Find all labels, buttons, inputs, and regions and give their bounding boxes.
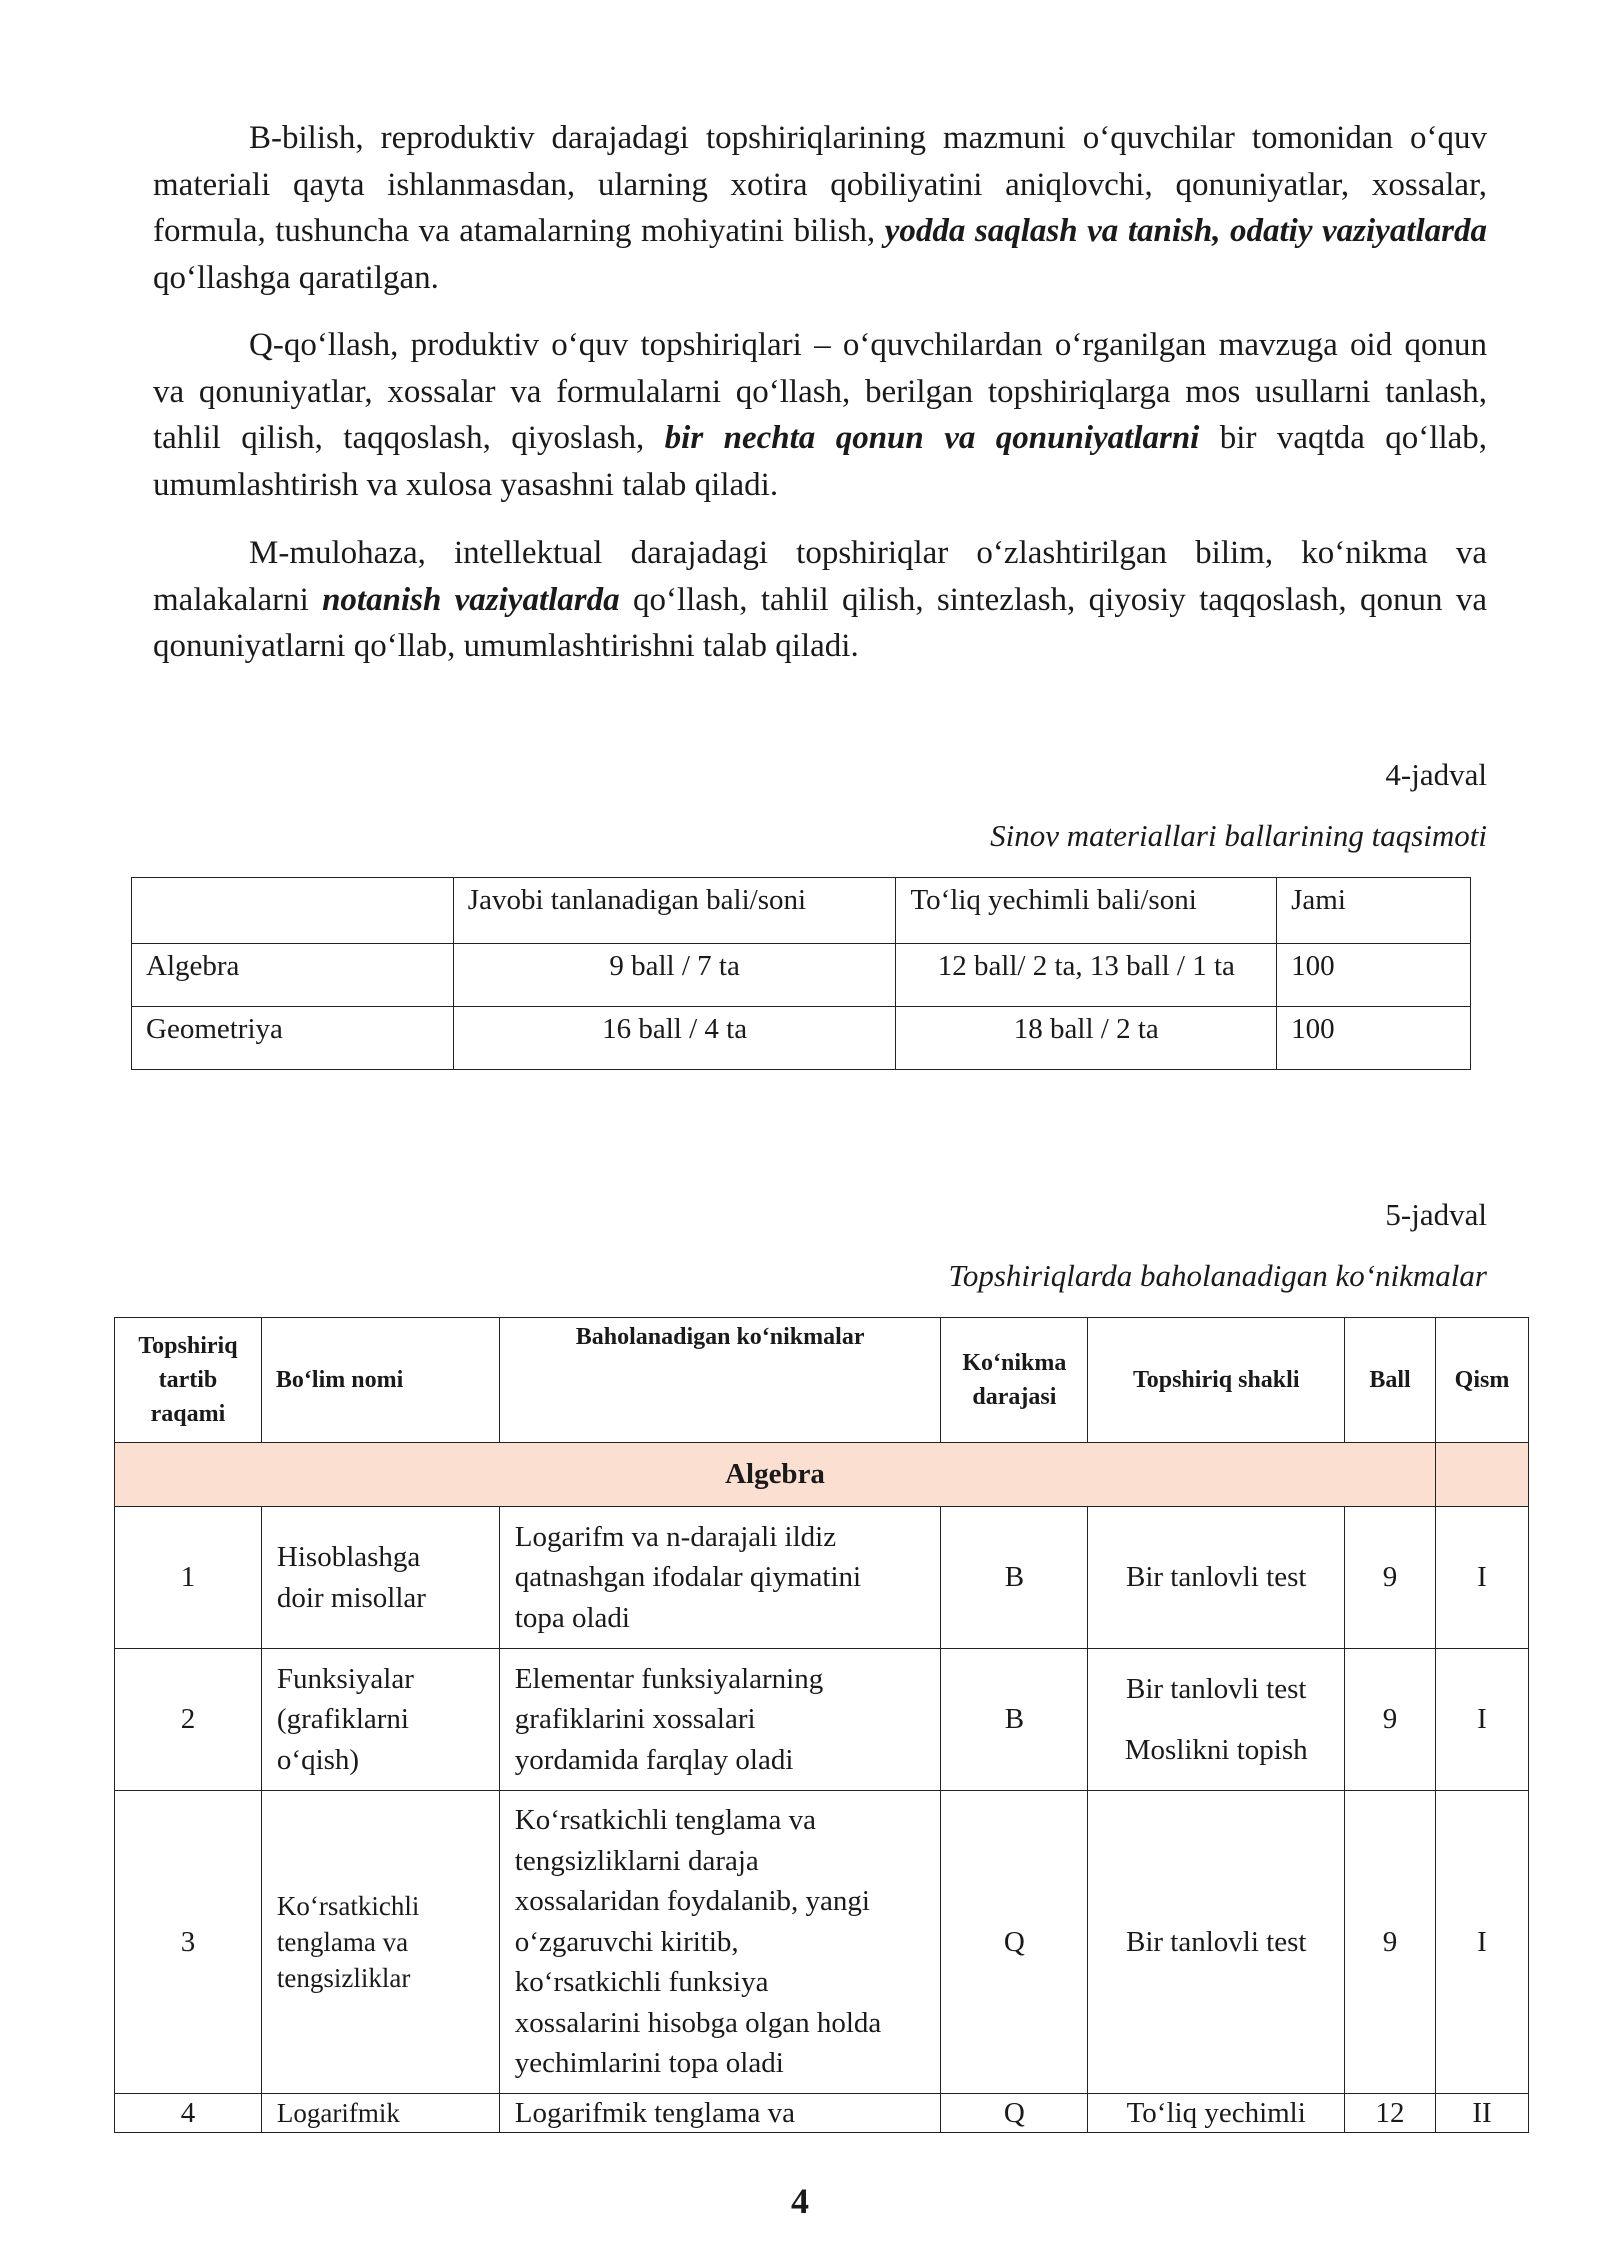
- section-row: [115, 1443, 1529, 1507]
- assessed-skills-table: [114, 1317, 1529, 2133]
- ball-value: 9: [1345, 1791, 1436, 2094]
- part-value: I: [1436, 1649, 1529, 1791]
- paragraph-bilish: B-bilish, reproduktiv darajadagi topshiriqlarining mazmuni o‘quvchilar tomonidan o‘quv materiali qayta ishlanmasdan, ularning xotira qobiliyatini aniqlovchi, qonuniyatlar, xossalar, formula, tushuncha va atamalarning mohiyatini bilish, yodda saqlash va tanish, odatiy vaziyatlarda qo‘llashga qaratilgan.: [153, 120, 1487, 296]
- header-task-form: Topshiriq shakli: [1088, 1318, 1345, 1443]
- table-row: [115, 2094, 1529, 2133]
- table-cell: 100: [1277, 944, 1471, 1007]
- table-cell: Algebra: [132, 944, 454, 1007]
- section-name: Logarifmik: [261, 2094, 499, 2133]
- skill-level: B: [941, 1507, 1088, 1649]
- emphasis-text: yodda saqlash va tanish, odatiy vaziyatlarda: [884, 213, 1487, 249]
- table-header-row: [115, 1318, 1529, 1443]
- skill-level: B: [941, 1649, 1088, 1791]
- page-number: 4: [791, 2181, 809, 2221]
- header-task-number: Topshiriq tartib raqami: [115, 1318, 262, 1443]
- task-number: 4: [115, 2094, 262, 2133]
- task-number: 2: [115, 1649, 262, 1791]
- table4-caption: Sinov materiallari ballarining taqsimoti: [990, 818, 1487, 853]
- part-value: I: [1436, 1507, 1529, 1649]
- skill-level: Q: [941, 2094, 1088, 2133]
- table-row: [132, 944, 1471, 1007]
- skill-description: Logarifm va n-darajali ildiz qatnashgan ifodalar qiymatini topa oladi: [499, 1507, 941, 1649]
- header-part: Qism: [1436, 1318, 1529, 1443]
- header-ball: Ball: [1345, 1318, 1436, 1443]
- table4-label: 4-jadval: [1385, 757, 1487, 792]
- paragraph-mulohaza: M-mulohaza, intellektual darajadagi topshiriqlar o‘zlashtirilgan bilim, ko‘nikma va malakalarni notanish vaziyatlarda qo‘llash, tahlil qilish, sintezlash, qiyosiy taqqoslash, qonun va qonuniyatlarni qo‘llab, umumlashtirishni talab qiladi.: [153, 535, 1487, 664]
- header-section-name: Bo‘lim nomi: [261, 1318, 499, 1443]
- section-title: Algebra: [115, 1443, 1436, 1507]
- table-cell: Geometriya: [132, 1007, 454, 1070]
- table-row: [132, 1007, 1471, 1070]
- table-row: [115, 1649, 1529, 1791]
- header-skill-level: Ko‘nikma darajasi: [941, 1318, 1088, 1443]
- task-number: 1: [115, 1507, 262, 1649]
- part-value: II: [1436, 2094, 1529, 2133]
- skill-level: Q: [941, 1791, 1088, 2094]
- table-cell: 18 ball / 2 ta: [896, 1007, 1277, 1070]
- task-form: To‘liq yechimli: [1088, 2094, 1345, 2133]
- emphasis-text: notanish vaziyatlarda: [322, 581, 620, 618]
- ball-value: 12: [1345, 2094, 1436, 2133]
- header-skills: Baholanadigan ko‘nikmalar: [499, 1318, 941, 1443]
- section-name: Funksiyalar (grafiklarni o‘qish): [261, 1649, 499, 1791]
- section-name: Hisoblashga doir misollar: [261, 1507, 499, 1649]
- table5-caption: Topshiriqlarda baholanadigan ko‘nikmalar: [948, 1258, 1487, 1293]
- table-row: [115, 1507, 1529, 1649]
- task-form: Bir tanlovli test Moslikni topish: [1088, 1649, 1345, 1791]
- table-cell: 12 ball/ 2 ta, 13 ball / 1 ta: [896, 944, 1277, 1007]
- emphasis-text: bir nechta qonun va qonuniyatlarni: [664, 420, 1200, 456]
- task-form: Bir tanlovli test: [1088, 1507, 1345, 1649]
- skill-description: Elementar funksiyalarning grafiklarini xossalari yordamida farqlay oladi: [499, 1649, 941, 1791]
- task-form: Bir tanlovli test: [1088, 1791, 1345, 2094]
- score-distribution-table: [131, 877, 1471, 1070]
- part-value: I: [1436, 1791, 1529, 2094]
- table-row: [115, 1791, 1529, 2094]
- table5-label: 5-jadval: [1385, 1197, 1487, 1232]
- table-header-cell: [132, 878, 454, 944]
- paragraph-qollash: Q-qo‘llash, produktiv o‘quv topshiriqlari – o‘quvchilardan o‘rganilgan mavzuga oid qonun va qonuniyatlar, xossalar va formulalarni qo‘llash, berilgan topshiriqlarga mos usullarni tanlash, tahlil qilish, taqqoslash, qiyoslash, bir nechta qonun va qonuniyatlarni bir vaqtda qo‘llab, umumlashtirish va xulosa yasashni talab qiladi.: [153, 327, 1488, 503]
- section-empty-cell: [1436, 1443, 1529, 1507]
- table-cell: 9 ball / 7 ta: [453, 944, 896, 1007]
- skill-description: Logarifmik tenglama va: [499, 2094, 941, 2133]
- table-header-cell: To‘liq yechimli bali/soni: [896, 878, 1277, 944]
- table-cell: 16 ball / 4 ta: [453, 1007, 896, 1070]
- table-cell: 100: [1277, 1007, 1471, 1070]
- ball-value: 9: [1345, 1649, 1436, 1791]
- table-header-row: [132, 878, 1471, 944]
- section-name: Ko‘rsatkichli tenglama va tengsizliklar: [261, 1791, 499, 2094]
- table-header-cell: Javobi tanlanadigan bali/soni: [453, 878, 896, 944]
- task-number: 3: [115, 1791, 262, 2094]
- table-header-cell: Jami: [1277, 878, 1471, 944]
- skill-description: Ko‘rsatkichli tenglama va tengsizliklarni daraja xossalaridan foydalanib, yangi o‘zgaruvchi kiritib, ko‘rsatkichli funksiya xossalarini hisobga olgan holda yechimlarini topa oladi: [499, 1791, 941, 2094]
- ball-value: 9: [1345, 1507, 1436, 1649]
